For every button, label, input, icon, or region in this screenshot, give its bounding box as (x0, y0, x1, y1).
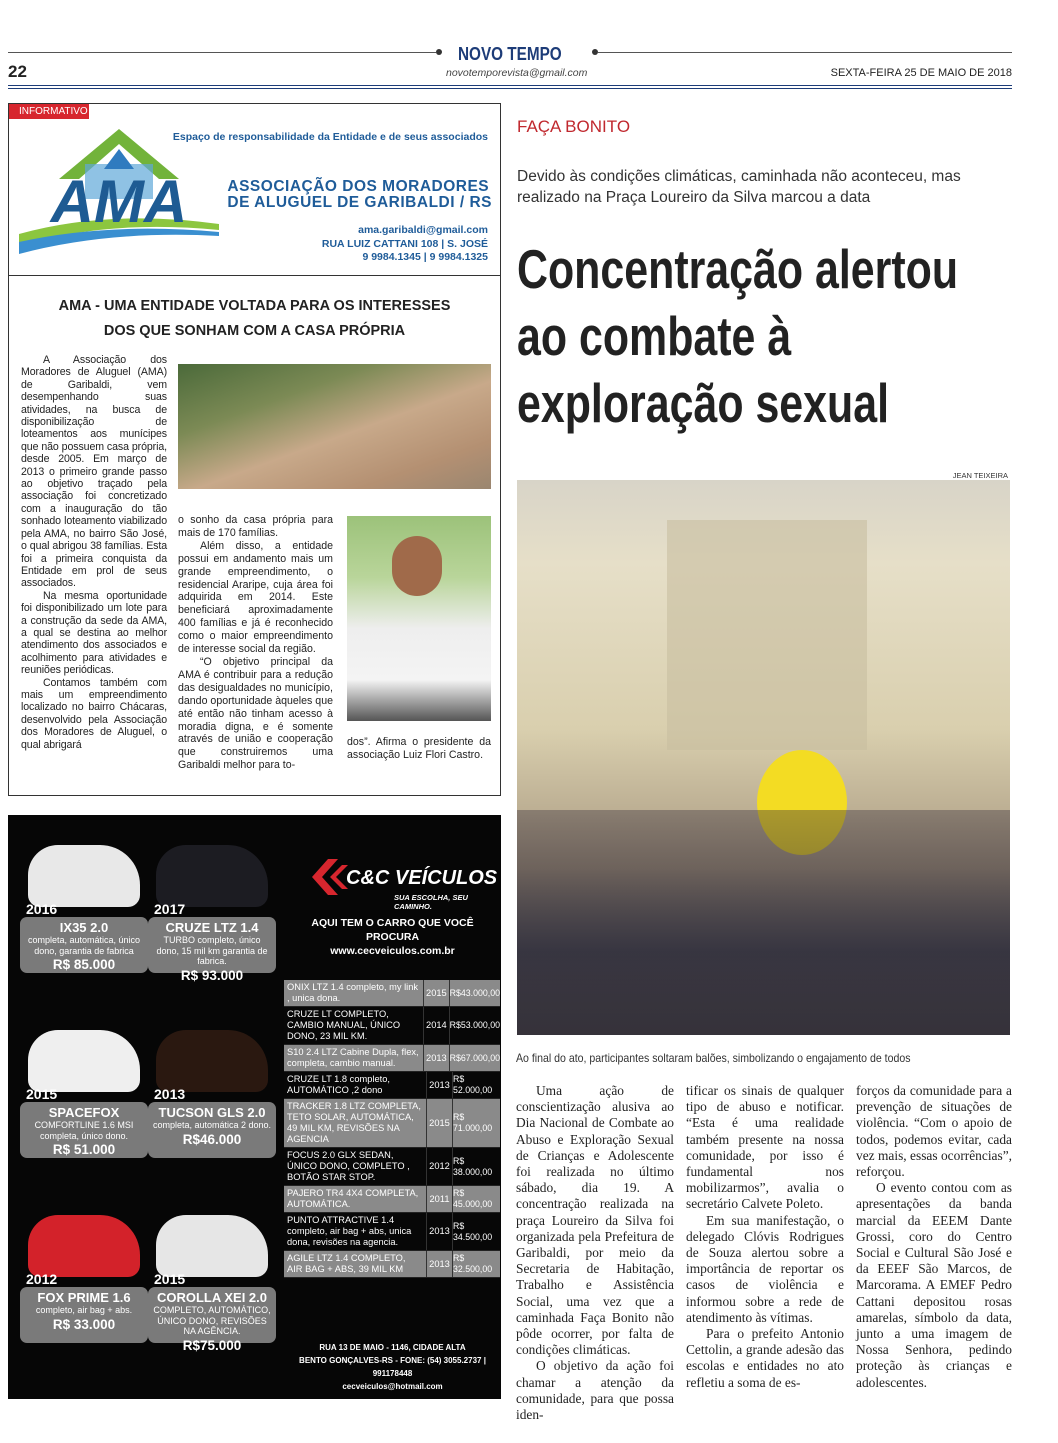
ama-article-title (9, 294, 500, 344)
bullet-icon (436, 49, 442, 55)
car-info (20, 1102, 148, 1158)
title-line: AMA - UMA ENTIDADE VOLTADA PARA OS INTERESSES (58, 298, 451, 314)
publication-email: novotemporevista@gmail.com (446, 67, 588, 79)
header-double-rule (8, 85, 1012, 89)
address-line: RUA 13 DE MAIO - 1146, CIDADE ALTA (319, 1343, 466, 1352)
listing-price: R$ 45.000,00 (452, 1186, 500, 1212)
org-name-line2: DE ALUGUEL DE GARIBALDI / RS (227, 194, 492, 211)
ama-article-col2 (178, 514, 333, 772)
listing-row (284, 1148, 500, 1186)
page-number: 22 (8, 62, 27, 81)
listing-year: 2012 (426, 1148, 452, 1185)
article-col2 (686, 1083, 844, 1391)
listing-row (284, 1072, 500, 1099)
crowd-shape (517, 810, 1010, 1035)
listing-year: 2013 (426, 1213, 452, 1250)
article-col3 (856, 1083, 1012, 1391)
title-line: DOS QUE SONHAM COM A CASA PRÓPRIA (103, 323, 406, 339)
tagline: Espaço de responsabilidade da Entidade e de seus associados (172, 131, 488, 143)
headline-line: exploração sexual (517, 372, 890, 434)
car-info (148, 1102, 276, 1158)
car-model: IX35 2.0 (59, 920, 109, 935)
car-year: 2017 (154, 901, 186, 917)
listing-row (284, 1186, 500, 1213)
ama-article-col3: dos”. Afirma o presidente da associação Luiz Flori Castro. (347, 736, 491, 761)
listing-row (284, 1045, 500, 1072)
featured-car (148, 845, 276, 983)
car-description: COMFORTLINE 1.6 MSI completa, único dono. (34, 1120, 134, 1141)
listing-description: CRUZE LT 1.8 completo, AUTOMÁTICO ,2 dono (287, 1074, 390, 1095)
logo-text: AMA (50, 168, 188, 235)
listing-row (284, 1251, 500, 1278)
paragraph: tificar os sinais de qualquer tipo de abuso e notificar. “Esta é uma realidade também presente na nossa comunidade, por isso é fundamental nos mobilizarmos”, avalia o secretário Calvete Poleto. (686, 1083, 844, 1212)
listing-year: 2015 (423, 980, 448, 1006)
aerial-land-photo (178, 364, 491, 489)
headline-line: ao combate à (517, 305, 792, 367)
listing-description: PUNTO ATTRACTIVE 1.4 completo, air bag + abs, unica dona, revisões na agencia. (287, 1215, 412, 1247)
paragraph: A Associação dos Moradores de Aluguel (AMA) de Garibaldi, vem desempenhando suas atividades, na busca de disponibilização de loteamentos aos munícipes que não possuem casa própria, desde 2005. Em março de 2013 o primeiro grande passo ao objetivo traçado pela associação foi concretizado com a inauguração do tão sonhado loteamento viabilizado pela AMA, no bairro São José, o qual abrigou 38 famílias. Esta foi a primeira conquista da Entidade em prol de seus associados. (21, 354, 167, 590)
car-info (20, 917, 148, 973)
car-model: CRUZE LTZ 1.4 (165, 920, 259, 935)
paragraph: forços da comunidade para a prevenção de situações de violência. “Com o apoio de todos, podemos evitar, cada vez mais, essas ocorrências”, reforçou. (856, 1083, 1012, 1180)
listing-price: R$ 34.500,00 (452, 1213, 500, 1250)
listing-description: CRUZE LT COMPLETO, CAMBIO MANUAL, ÚNICO DONO, 23 MIL KM. (287, 1009, 401, 1041)
listing-price: R$ 38.000,00 (452, 1148, 500, 1185)
car-description: completa, automática 2 dono. (152, 1120, 272, 1130)
section-tag: INFORMATIVO (9, 104, 89, 119)
listing-year: 2013 (426, 1251, 452, 1277)
car-year: 2015 (154, 1271, 186, 1287)
car-price: R$ 85.000 (52, 957, 116, 972)
issue-date: SEXTA-FEIRA 25 DE MAIO DE 2018 (830, 67, 1012, 79)
listing-price: R$ 71.000,00 (452, 1099, 500, 1147)
paragraph: Para o prefeito Antonio Cettolin, a grande adesão das escolas e entidades no ato refletiu a soma de es- (686, 1326, 844, 1390)
org-email: ama.garibaldi@gmail.com (358, 224, 488, 236)
car-photo (28, 845, 140, 907)
listing-row (284, 980, 500, 1007)
dealer-email: cecveiculos@hotmail.com (342, 1382, 443, 1391)
car-year: 2012 (26, 1271, 58, 1287)
car-photo (156, 845, 268, 907)
car-price: R$ 93.000 (180, 967, 244, 983)
car-year: 2015 (26, 1086, 58, 1102)
article-subtitle: Devido às condições climáticas, caminhada não aconteceu, mas realizado na Praça Loureiro da Silva marcou a data (517, 168, 961, 206)
car-price: R$ 51.000 (52, 1142, 116, 1157)
photo-caption: Ao final do ato, participantes soltaram balões, simbolizando o engajamento de todos (516, 1051, 911, 1065)
featured-car (148, 1215, 276, 1353)
car-photo (156, 1215, 268, 1277)
featured-car (20, 1030, 148, 1158)
car-description: TURBO completo, único dono, 15 mil km garantia de fabrica. (156, 935, 268, 966)
car-photo (28, 1215, 140, 1277)
listing-row (284, 1213, 500, 1251)
car-price: R$75.000 (182, 1337, 242, 1353)
listing-year: 2013 (423, 1045, 448, 1071)
featured-car (20, 1215, 148, 1343)
paragraph: o sonho da casa própria para mais de 170 famílias. (178, 514, 333, 539)
face-shape (392, 536, 442, 596)
listing-price: R$43.000,00 (449, 980, 500, 1006)
listing-description: TRACKER 1.8 LTZ COMPLETA, TETO SOLAR, AUTOMÁTICA, 49 MIL KM, REVISÕES NA AGENCIA (287, 1101, 421, 1144)
article-headline (517, 236, 1058, 437)
paragraph: O evento contou com as apresentações da banda marcial da EEEM Dante Grossi, coro do Centro Social e Cultural São José e da EEEF São Marcos, de Marcorama. A EMEF Pedro Cattani depositou rosas amarelas, símbolo da data, junto a uma imagem de Nossa Senhora, pedindo proteção às crianças e adolescentes. (856, 1180, 1012, 1390)
listing-price: R$ 32.500,00 (452, 1251, 500, 1277)
dealer-headline (284, 916, 501, 958)
dealer-slogan: SUA ESCOLHA, SEU CAMINHO. (394, 893, 468, 911)
headline-line: Concentração alertou (517, 238, 959, 300)
car-price: R$46.000 (182, 1131, 242, 1147)
chevron-logo-icon (308, 857, 348, 897)
car-description: COMPLETO, AUTOMÁTICO, ÚNICO DONO, REVISÕES NA AGÊNCIA. (153, 1305, 271, 1336)
listing-year: 2014 (423, 1007, 448, 1044)
car-year: 2013 (154, 1086, 186, 1102)
listing-row (284, 1007, 500, 1045)
ama-logo (19, 124, 219, 254)
header-rule (8, 52, 436, 53)
website-link[interactable]: www.cecveiculos.com.br (330, 945, 455, 957)
listing-price: R$53.000,00 (449, 1007, 500, 1044)
headline: AQUI TEM O CARRO QUE VOCÊ PROCURA (311, 917, 474, 943)
featured-car (20, 845, 148, 973)
ama-article-col1 (21, 354, 167, 751)
event-photo (517, 480, 1010, 1035)
listing-description: PAJERO TR4 4X4 COMPLETA, AUTOMÁTICA. (287, 1188, 419, 1209)
president-photo (347, 516, 491, 721)
car-description: completa, automática, único dono, garantia de fabrica (27, 935, 141, 956)
listing-description: AGILE LTZ 1.4 COMPLETO, AIR BAG + ABS, 39 MIL KM (287, 1253, 406, 1274)
paragraph: Além disso, a entidade possui em andamento mais um grande empreendimento, o residencial Araripe, cuja área foi adquirida em 2014. Este beneficiará aproximadamente 400 famílias e já é reconhecido como o maior empreendimento de interesse social da região. (178, 539, 333, 656)
listing-price: R$ 52.000,00 (452, 1072, 500, 1098)
listing-description: ONIX LTZ 1.4 completo, my link , unica dona. (287, 982, 419, 1003)
address-line: BENTO GONÇALVES-RS - FONE: (54) 3055.2737 | 991178448 (299, 1356, 486, 1378)
org-phones: 9 9984.1345 | 9 9984.1325 (362, 251, 488, 263)
publication-name: NOVO TEMPO (458, 44, 562, 64)
car-model: FOX PRIME 1.6 (37, 1290, 131, 1305)
listing-year: 2011 (426, 1186, 452, 1212)
listing-description: FOCUS 2.0 GLX SEDAN, ÚNICO DONO, COMPLETO , BOTÃO STAR STOP. (287, 1150, 410, 1182)
car-info (20, 1287, 148, 1343)
header-rule (598, 52, 1012, 53)
paragraph: Uma ação de conscientização alusiva ao Dia Nacional de Combate ao Abuso e Exploração Sexual de Crianças e Adolescente foi realizada no último sábado, dia 19. A concentração realizada na praça Loureiro da Silva foi organizada pela Prefeitura de Garibaldi, por meio da Secretaria de Habitação, Trabalho e Assistência Social, uma vez que a caminhada Faça Bonito não pôde ocorrer, por falta de condições climáticas. (516, 1083, 674, 1358)
section-label: FAÇA BONITO (517, 117, 631, 136)
featured-car (148, 1030, 276, 1158)
paragraph: Na mesma oportunidade foi disponibilizado um lote para a construção da sede da AMA, a qual se destina ao melhor atendimento dos associados e acolhimento para atividades e reuniões periódicas. (21, 589, 167, 677)
listings-table (284, 980, 500, 1278)
car-description: completo, air bag + abs. (35, 1305, 133, 1315)
car-photo (28, 1030, 140, 1092)
dealer-address (284, 1341, 501, 1393)
car-model: TUCSON GLS 2.0 (158, 1105, 266, 1120)
listing-row (284, 1099, 500, 1148)
listing-price: R$67.000,00 (449, 1045, 500, 1071)
car-price: R$ 33.000 (52, 1316, 116, 1332)
org-name (227, 179, 492, 211)
ama-banner (9, 104, 500, 276)
car-year: 2016 (26, 901, 58, 917)
paragraph: Em sua manifestação, o delegado Clóvis Rodrigues de Souza alertou sobre a importância de reportar os casos de violência e informou sobre a rede de atendimento às vítimas. (686, 1212, 844, 1325)
ama-informativo-box (8, 103, 501, 796)
listing-year: 2015 (426, 1099, 452, 1147)
car-info (148, 917, 276, 983)
dealer-name: C&C VEÍCULOS (346, 867, 498, 889)
org-address: RUA LUIZ CATTANI 108 | S. JOSÉ (321, 237, 488, 250)
article-col1 (516, 1083, 674, 1423)
paragraph: “O objetivo principal da AMA é contribuir para a redução das desigualdades no município, dando oportunidade àqueles que até então não tinham acesso à moradia digna, e é somente através de união e cooperação que construiremos uma Garibaldi melhor para to- (178, 655, 333, 772)
car-photo (156, 1030, 268, 1092)
car-model: SPACEFOX (48, 1105, 120, 1120)
car-model: COROLLA XEI 2.0 (156, 1290, 268, 1305)
org-name-line1: ASSOCIAÇÃO DOS MORADORES (227, 178, 490, 195)
listing-description: S10 2.4 LTZ Cabine Dupla, flex, completa, cambio manual. (287, 1047, 419, 1068)
car-info (148, 1287, 276, 1353)
building-shape (667, 520, 867, 750)
photo-credit: JEAN TEIXEIRA (952, 471, 1008, 480)
paragraph: Contamos também com mais um empreendimento localizado no bairro Chácaras, desenvolvido pela Associação dos Moradores de Aluguel, o qual abrigará (21, 676, 167, 751)
listing-year: 2013 (426, 1072, 452, 1098)
paragraph: O objetivo da ação foi chamar a atenção da comunidade, para que possa iden- (516, 1358, 674, 1423)
org-contact (322, 224, 488, 265)
